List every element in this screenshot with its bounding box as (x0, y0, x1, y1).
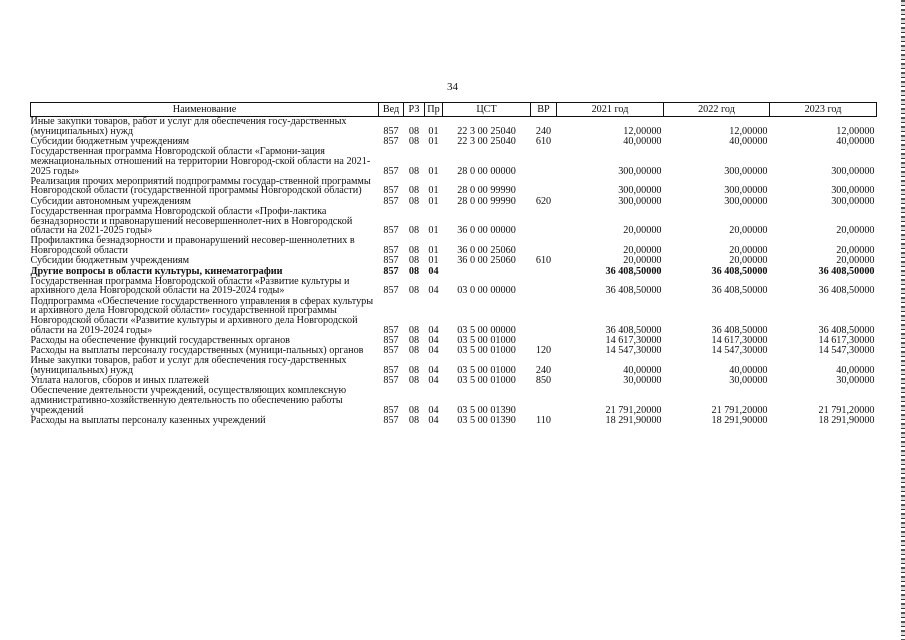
cell-rz: 08 (408, 225, 420, 237)
cell-2022: 300,00000 (724, 196, 768, 207)
cell-2021: 20,00000 (623, 225, 662, 237)
cell-vr (531, 177, 557, 197)
cell-2022: 12,00000 (729, 125, 768, 137)
table-header-row (31, 103, 877, 117)
cell-name: Государственная программа Новгородской области «Развитие культуры и архивного дела Новгородской области на 2019-2024 годы» (30, 275, 350, 297)
table-row (31, 177, 877, 197)
cell-2021: 300,00000 (618, 185, 662, 197)
header-ved: Вед (379, 103, 404, 117)
cell-pr: 04 (428, 346, 439, 357)
cell-rz: 08 (408, 335, 420, 346)
cell-name: Субсидии автономным учреждениям (30, 195, 191, 207)
header-2023: 2023 год (770, 103, 877, 117)
cell-2021: 20,00000 (623, 245, 662, 257)
cell-2023: 21 791,20000 (818, 404, 875, 416)
cell-rz: 08 (408, 256, 420, 267)
cell-2021: 20,00000 (623, 256, 662, 267)
cell-2022: 20,00000 (729, 256, 768, 267)
cell-name: Иные закупки товаров, работ и услуг для обеспечения госу-дарственных (муниципальных) нужд (30, 116, 347, 137)
cell-ved: 857 (383, 365, 399, 377)
cell-2022: 40,00000 (729, 136, 768, 147)
header-2021: 2021 год (557, 103, 664, 117)
cell-name: Субсидии бюджетным учреждениям (30, 255, 190, 267)
cell-rz: 08 (408, 266, 420, 277)
cell-2023: 36 408,50000 (818, 324, 875, 336)
cell-2022: 20,00000 (729, 225, 768, 237)
header-vr: ВР (531, 103, 557, 117)
cell-pr: 01 (428, 185, 439, 197)
cell-2021: 30,00000 (623, 376, 662, 387)
cell-2023: 20,00000 (836, 245, 875, 257)
cell-2023: 20,00000 (836, 256, 875, 267)
table-row (31, 277, 877, 297)
cell-2023: 300,00000 (831, 185, 875, 197)
cell-pr: 01 (428, 225, 439, 237)
cell-pr: 04 (428, 365, 439, 377)
cell-rz: 08 (408, 346, 420, 357)
cell-pr: 01 (428, 245, 439, 257)
cell-vr (531, 386, 557, 416)
cell-ved: 857 (383, 335, 399, 346)
cell-vr: 120 (535, 346, 552, 357)
cell-ved: 857 (383, 256, 399, 267)
cell-2021: 21 791,20000 (605, 404, 662, 416)
cell-2023: 40,00000 (836, 136, 875, 147)
table-row (31, 356, 877, 376)
cell-pr: 04 (428, 404, 439, 416)
cell-cst: 03 5 00 01390 (457, 416, 516, 427)
cell-cst: 03 5 00 01000 (457, 365, 516, 377)
cell-vr (531, 297, 557, 336)
cell-2023: 300,00000 (831, 196, 875, 207)
cell-2022: 18 291,90000 (711, 416, 768, 427)
cell-rz: 08 (408, 245, 420, 257)
cell-pr: 04 (428, 416, 439, 427)
cell-ved: 857 (383, 125, 399, 137)
cell-ved: 857 (383, 165, 399, 177)
table-row (31, 386, 877, 416)
cell-2023: 20,00000 (836, 225, 875, 237)
cell-pr: 04 (428, 324, 439, 336)
cell-2021: 300,00000 (618, 196, 662, 207)
cell-name: Обеспечение деятельности учреждений, осуществляющих комплексную административно-хозяйственную деятельность по обеспечению работы учреждений (30, 385, 347, 416)
cell-ved: 857 (383, 136, 399, 147)
cell-pr: 04 (428, 285, 439, 297)
cell-name: Уплата налогов, сборов и иных платежей (30, 375, 209, 387)
cell-pr: 01 (428, 256, 439, 267)
cell-2023: 30,00000 (836, 376, 875, 387)
budget-table (30, 102, 877, 426)
cell-vr: 240 (535, 365, 552, 377)
cell-ved: 857 (383, 376, 399, 387)
cell-cst: 36 0 00 25060 (457, 245, 516, 257)
cell-2021: 40,00000 (623, 365, 662, 377)
cell-cst: 03 5 00 01000 (457, 335, 516, 346)
table-row (31, 236, 877, 256)
cell-cst: 22 3 00 25040 (457, 125, 516, 137)
cell-vr: 610 (535, 256, 552, 267)
cell-vr (531, 207, 557, 237)
page-number: 34 (447, 81, 458, 93)
cell-ved: 857 (383, 404, 399, 416)
cell-2021: 14 547,30000 (605, 346, 662, 357)
cell-ved: 857 (383, 324, 399, 336)
cell-2022: 36 408,50000 (711, 266, 768, 277)
cell-rz: 08 (408, 285, 420, 297)
cell-pr: 01 (428, 165, 439, 177)
cell-pr: 01 (428, 136, 439, 147)
cell-cst: 28 0 00 99990 (457, 185, 516, 197)
cell-ved: 857 (383, 225, 399, 237)
cell-ved: 857 (383, 185, 399, 197)
cell-ved: 857 (383, 245, 399, 257)
cell-name: Субсидии бюджетным учреждениям (30, 135, 190, 147)
cell-rz: 08 (408, 136, 420, 147)
table-row (31, 207, 877, 237)
cell-2021: 36 408,50000 (605, 266, 662, 277)
table-row (31, 297, 877, 336)
cell-2022: 36 408,50000 (711, 324, 768, 336)
cell-vr (531, 336, 557, 346)
cell-rz: 08 (408, 165, 420, 177)
cell-cst: 28 0 00 00000 (457, 165, 516, 177)
cell-name: Государственная программа Новгородской области «Профи-лактика безнадзорности и правонарушений несовершеннолет-них в Новгородской области на 2021-2025 годы» (30, 205, 353, 237)
cell-cst: 36 0 00 25060 (457, 256, 516, 267)
cell-ved: 857 (383, 196, 399, 207)
cell-2021: 14 617,30000 (605, 335, 662, 346)
cell-vr (531, 267, 557, 277)
cell-2023: 14 617,30000 (818, 335, 875, 346)
header-pr: Пр (425, 103, 443, 117)
cell-cst: 28 0 00 99990 (457, 196, 516, 207)
cell-cst (443, 267, 531, 277)
cell-cst: 03 5 00 01000 (457, 376, 516, 387)
cell-ved: 857 (383, 285, 399, 297)
header-name: Наименование (31, 103, 379, 117)
cell-pr: 04 (428, 335, 439, 346)
cell-rz: 08 (408, 416, 420, 427)
cell-rz: 08 (408, 365, 420, 377)
cell-2021: 36 408,50000 (605, 324, 662, 336)
cell-pr: 04 (428, 376, 439, 387)
cell-vr: 850 (535, 376, 552, 387)
table-row (31, 147, 877, 177)
cell-vr: 240 (535, 125, 552, 137)
cell-name: Подпрограмма «Обеспечение государственного управления в сферах культуры и архивного дела Новгородской области» государственной программы Новгородской области «Развитие культуры и архивного дела Новгородской области на 2019-2024 годы» (30, 295, 374, 336)
cell-pr: 04 (428, 266, 439, 277)
cell-2021: 12,00000 (623, 125, 662, 137)
cell-name: Государственная программа Новгородской области «Гармони-зация межнациональных отношений на территории Новгород-ской области на 2021-2025 годы» (30, 146, 371, 177)
cell-name: Расходы на выплаты персоналу государственных (муници-пальных) органов (30, 345, 364, 357)
cell-vr: 620 (535, 196, 552, 207)
cell-name: Расходы на выплаты персоналу казенных учреждений (30, 415, 266, 427)
cell-2021: 36 408,50000 (605, 285, 662, 297)
cell-pr: 01 (428, 196, 439, 207)
header-rz: РЗ (404, 103, 425, 117)
cell-rz: 08 (408, 125, 420, 137)
cell-vr (531, 147, 557, 177)
cell-2023: 40,00000 (836, 365, 875, 377)
cell-2023: 18 291,90000 (818, 416, 875, 427)
cell-2023: 36 408,50000 (818, 285, 875, 297)
cell-2022: 14 617,30000 (711, 335, 768, 346)
cell-cst: 03 5 00 01000 (457, 346, 516, 357)
cell-2022: 20,00000 (729, 245, 768, 257)
cell-cst: 03 5 00 00000 (457, 324, 516, 336)
cell-cst: 22 3 00 25040 (457, 136, 516, 147)
cell-2023: 300,00000 (831, 165, 875, 177)
cell-vr (531, 236, 557, 256)
cell-name: Иные закупки товаров, работ и услуг для обеспечения госу-дарственных (муниципальных) нужд (30, 355, 347, 377)
cell-2022: 14 547,30000 (711, 346, 768, 357)
cell-2022: 30,00000 (729, 376, 768, 387)
cell-ved: 857 (383, 346, 399, 357)
cell-rz: 08 (408, 404, 420, 416)
cell-vr: 610 (535, 136, 552, 147)
cell-cst: 36 0 00 00000 (457, 225, 516, 237)
header-2022: 2022 год (664, 103, 770, 117)
cell-pr: 01 (428, 125, 439, 137)
cell-2022: 300,00000 (724, 165, 768, 177)
cell-rz: 08 (408, 324, 420, 336)
header-cst: ЦСТ (443, 103, 531, 117)
cell-name: Другие вопросы в области культуры, кинематографии (30, 265, 283, 277)
table-row (31, 117, 877, 137)
cell-rz: 08 (408, 376, 420, 387)
cell-cst: 03 0 00 00000 (457, 285, 516, 297)
cell-cst: 03 5 00 01390 (457, 404, 516, 416)
cell-ved: 857 (383, 416, 399, 427)
cell-2022: 40,00000 (729, 365, 768, 377)
cell-rz: 08 (408, 196, 420, 207)
table-body (31, 117, 877, 427)
cell-2022: 36 408,50000 (711, 285, 768, 297)
cell-name: Профилактика безнадзорности и правонарушений несовер-шеннолетних в Новгородской области (30, 235, 355, 257)
cell-ved: 857 (383, 266, 399, 277)
cell-vr: 110 (536, 416, 551, 427)
cell-2022: 300,00000 (724, 185, 768, 197)
cell-2023: 12,00000 (836, 125, 875, 137)
cell-2021: 40,00000 (623, 136, 662, 147)
cell-2023: 14 547,30000 (818, 346, 875, 357)
scan-edge (901, 0, 905, 640)
cell-name: Реализация прочих мероприятий подпрограммы государ-ственной программы Новгородской области (государственной программы Новгородской области) (30, 175, 371, 197)
cell-2022: 21 791,20000 (711, 404, 768, 416)
cell-2021: 300,00000 (618, 165, 662, 177)
cell-2021: 18 291,90000 (605, 416, 662, 427)
cell-vr (531, 277, 557, 297)
cell-name: Расходы на обеспечение функций государственных органов (30, 334, 290, 346)
cell-rz: 08 (408, 185, 420, 197)
table-row (31, 416, 877, 426)
cell-2023: 36 408,50000 (818, 266, 875, 277)
